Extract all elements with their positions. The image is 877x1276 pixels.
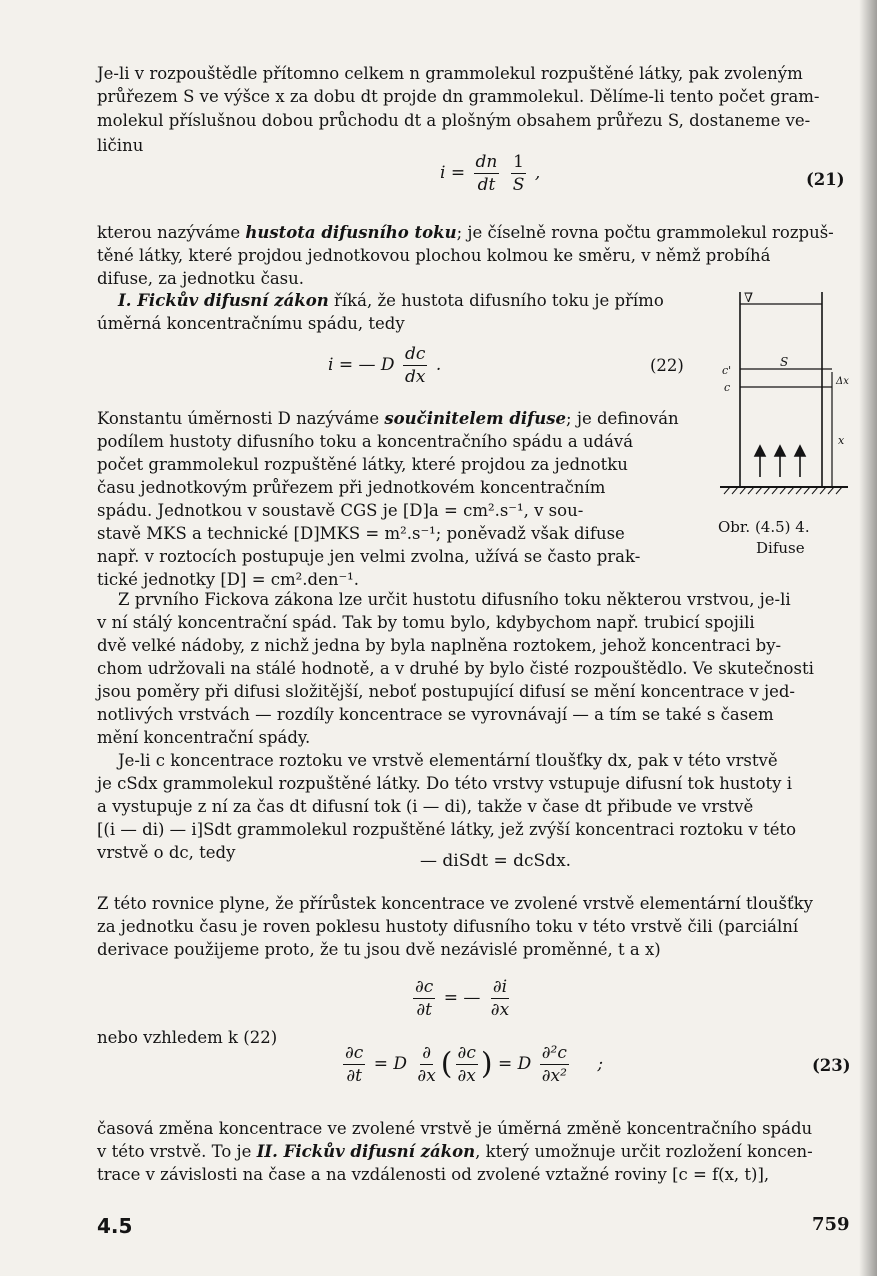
eq23-den1: ∂t [346,1066,362,1086]
paragraph-4-line-1 [97,408,679,430]
paragraph-9-text-a: v této vrstvě. To je [97,1142,257,1161]
figure-caption-line-1: Obr. (4.5) 4. [718,518,810,536]
eq23-fraction-4 [540,1043,569,1086]
eq23-eq1: = D [373,1054,407,1074]
eq23-den4: ∂x² [541,1066,567,1086]
eq23-tail: ; [597,1054,604,1074]
paragraph-1-line-3: molekul příslušnou dobou průchodu dt a plošným obsahem průřezu S, dostaneme ve- [97,111,811,130]
equation-23 [340,1043,603,1086]
paragraph-6-line-1: Je-li c koncentrace roztoku ve vrstvě elementární tloušťky dx, pak v této vrstvě [118,751,778,770]
paragraph-7-line-3: derivace použijeme proto, že tu jsou dvě nezávislé proměnné, t a x) [97,940,661,959]
equation-partial [410,977,514,1020]
figure-label-dx: Δx [836,376,849,387]
eq21-den: dt [477,175,496,195]
eq-partial-num1: ∂c [415,977,434,997]
section-number: 4.5 [97,1214,133,1238]
paragraph-9-text-b: , který umožnuje určit rozložení koncen- [475,1142,813,1161]
eq21-lhs: i = [440,163,466,183]
paragraph-2-text-b: ; je číselně rovna počtu grammolekul rozpuš- [456,223,834,242]
paragraph-7-line-1: Z této rovnice plyne, že přírůstek koncentrace ve zvolené vrstvě elementární tloušťky [97,894,813,913]
paragraph-1-line-2: průřezem S ve výšce x za dobu dt projde dn grammolekul. Dělíme-li tento počet gram- [97,87,820,106]
eq-partial-fraction-1 [413,977,435,1020]
eq21-fraction-1 [474,152,500,195]
figure-caption-line-2: Difuse [756,539,805,557]
eq23-num4: ∂²c [541,1043,567,1063]
term-flux-density: hustota difusního toku [245,223,457,242]
eq21-den2: S [512,175,525,195]
eq21-fraction-2 [511,152,527,195]
eq23-fraction-3 [456,1043,478,1086]
paragraph-2-line-3: difuse, za jednotku času. [97,269,304,288]
figure-hatching [724,487,842,494]
paragraph-3-line-1 [118,290,664,312]
paragraph-9-line-1: časová změna koncentrace ve zvolené vrstvě je úměrná změně koncentračního spádu [97,1119,813,1138]
paragraph-3-text: říká, že hustota difusního toku je přímo [328,291,664,310]
figure-label-c: c [724,381,731,394]
paragraph-6-line-2: je cSdx grammolekul rozpuštěné látky. Do této vrstvy vstupuje difusní tok hustoty i [97,774,792,793]
paragraph-1-line-1: Je-li v rozpouštědle přítomno celkem n grammolekul rozpuštěné látky, pak zvoleným [97,64,803,83]
eq-partial-fraction-2 [489,977,511,1020]
paragraph-4-line-3: počet grammolekul rozpuštěné látky, které projdou za jednotku [97,455,628,474]
paragraph-4-line-4: času jednotkovým průřezem při jednotkovém koncentračním [97,478,606,497]
equation-23-number: (23) [812,1056,851,1075]
paragraph-4-line-8: tické jednotky [D] = cm².den⁻¹. [97,570,360,589]
paragraph-5-line-1: Z prvního Fickova zákona lze určit hustotu difusního toku některou vrstvou, je-li [118,590,791,609]
paragraph-9-line-2 [97,1141,813,1163]
first-fick-law-title: I. Fickův difusní zákon [118,291,329,310]
eq23-num3: ∂c [457,1043,476,1063]
figure-label-S: S [780,355,789,369]
paragraph-5-line-3: dvě velké nádoby, z nichž jedna by byla naplněna roztokem, jehož koncentraci by- [97,636,782,655]
eq23-num2: ∂ [422,1043,431,1063]
eq23-fraction-1 [343,1043,365,1086]
equation-22 [328,344,441,387]
paragraph-5-line-4: chom udržovali na stálé hodnotě, a v druhé by bylo čisté rozpouštědlo. Ve skutečnosti [97,659,814,678]
equation-21 [440,152,540,195]
paragraph-4-line-5: spádu. Jednotkou v soustavě CGS je [D]a = cm².s⁻¹, v sou- [97,501,584,520]
paragraph-7-line-2: za jednotku času je roven poklesu hustoty difusního toku v této vrstvě čili (parciální [97,917,799,936]
paragraph-4-text-b: ; je definován [566,409,679,428]
eq22-den: dx [404,367,426,387]
paragraph-2-line-2: těné látky, které projdou jednotkovou plochou kolmou ke směru, v němž probíhá [97,246,771,265]
eq21-num2: 1 [513,152,524,172]
eq23-fraction-2 [415,1043,437,1086]
eq-partial-mid: = — [443,988,481,1008]
eq-partial-den1: ∂t [416,1000,432,1020]
eq-partial-den2: ∂x [490,1000,510,1020]
eq22-lhs: i = — D [328,355,395,375]
paragraph-1-line-4: ličinu [97,136,144,155]
eq23-den2: ∂x [417,1066,436,1086]
paragraph-4-line-6: stavě MKS a technické [D]MKS = m².s⁻¹; poněvadž však difuse [97,524,625,543]
paragraph-2-line-1 [97,222,834,244]
figure-flux-arrows [755,446,805,477]
paragraph-6-line-4: [(i — di) — i]Sdt grammolekul rozpuštěné látky, jež zvýší koncentraci roztoku v této [97,820,797,839]
equation-21-number: (21) [806,170,845,189]
eq21-num: dn [475,152,498,172]
eq23-paren-close: ) [480,1046,493,1082]
paragraph-6-line-3: a vystupuje z ní za čas dt difusní tok (i — di), takže v čase dt přibude ve vrstvě [97,797,754,816]
paragraph-4-text-a: Konstantu úměrnosti D nazýváme [97,409,385,428]
eq22-fraction [403,344,427,387]
paragraph-5-line-7: mění koncentrační spády. [97,728,311,747]
eq23-paren-open: ( [440,1046,453,1082]
second-fick-law-title: II. Fickův difusní zákon [256,1142,476,1161]
paragraph-2-text-a: kterou nazýváme [97,223,246,242]
eq23-num1: ∂c [345,1043,364,1063]
paragraph-3-line-2: úměrná koncentračnímu spádu, tedy [97,314,405,333]
equation-balance: — diSdt = dcSdx. [420,851,572,871]
paragraph-5-line-5: jsou poměry při difusi složitější, neboť postupující difusí se mění koncentrace v jed- [97,682,795,701]
paragraph-4-line-2: podílem hustoty difusního toku a koncentračního spádu a udává [97,432,634,451]
paragraph-5-line-6: notlivých vrstvách — rozdíly koncentrace se vyrovnávají — a tím se také s časem [97,705,774,724]
paragraph-4-line-7: např. v roztocích postupuje jen velmi zvolna, užívá se často prak- [97,547,641,566]
figure-label-surface: ∇ [744,291,754,306]
paragraph-8-line-1: nebo vzhledem k (22) [97,1028,278,1047]
eq22-num: dc [404,344,426,364]
figure-label-x: x [838,434,845,447]
diffusion-figure [700,282,860,512]
eq22-tail: . [435,355,442,375]
eq-partial-num2: ∂i [492,977,508,997]
paragraph-5-line-2: v ní stálý koncentrační spád. Tak by tomu bylo, kdybychom např. trubicí spojili [97,613,755,632]
figure-label-c-prime: c' [722,364,732,377]
eq23-den3: ∂x [457,1066,476,1086]
paragraph-9-line-3: trace v závislosti na čase a na vzdálenosti od zvolené vztažné roviny [c = f(x, t)], [97,1165,770,1184]
eq23-eq2: = D [498,1054,532,1074]
binding-shadow [859,0,877,1276]
eq21-tail: , [534,163,541,183]
page-number: 759 [812,1214,850,1235]
paragraph-6-line-5: vrstvě o dc, tedy [97,843,236,862]
equation-22-number: (22) [650,356,684,375]
term-diffusion-coefficient: součinitelem difuse [384,409,567,428]
